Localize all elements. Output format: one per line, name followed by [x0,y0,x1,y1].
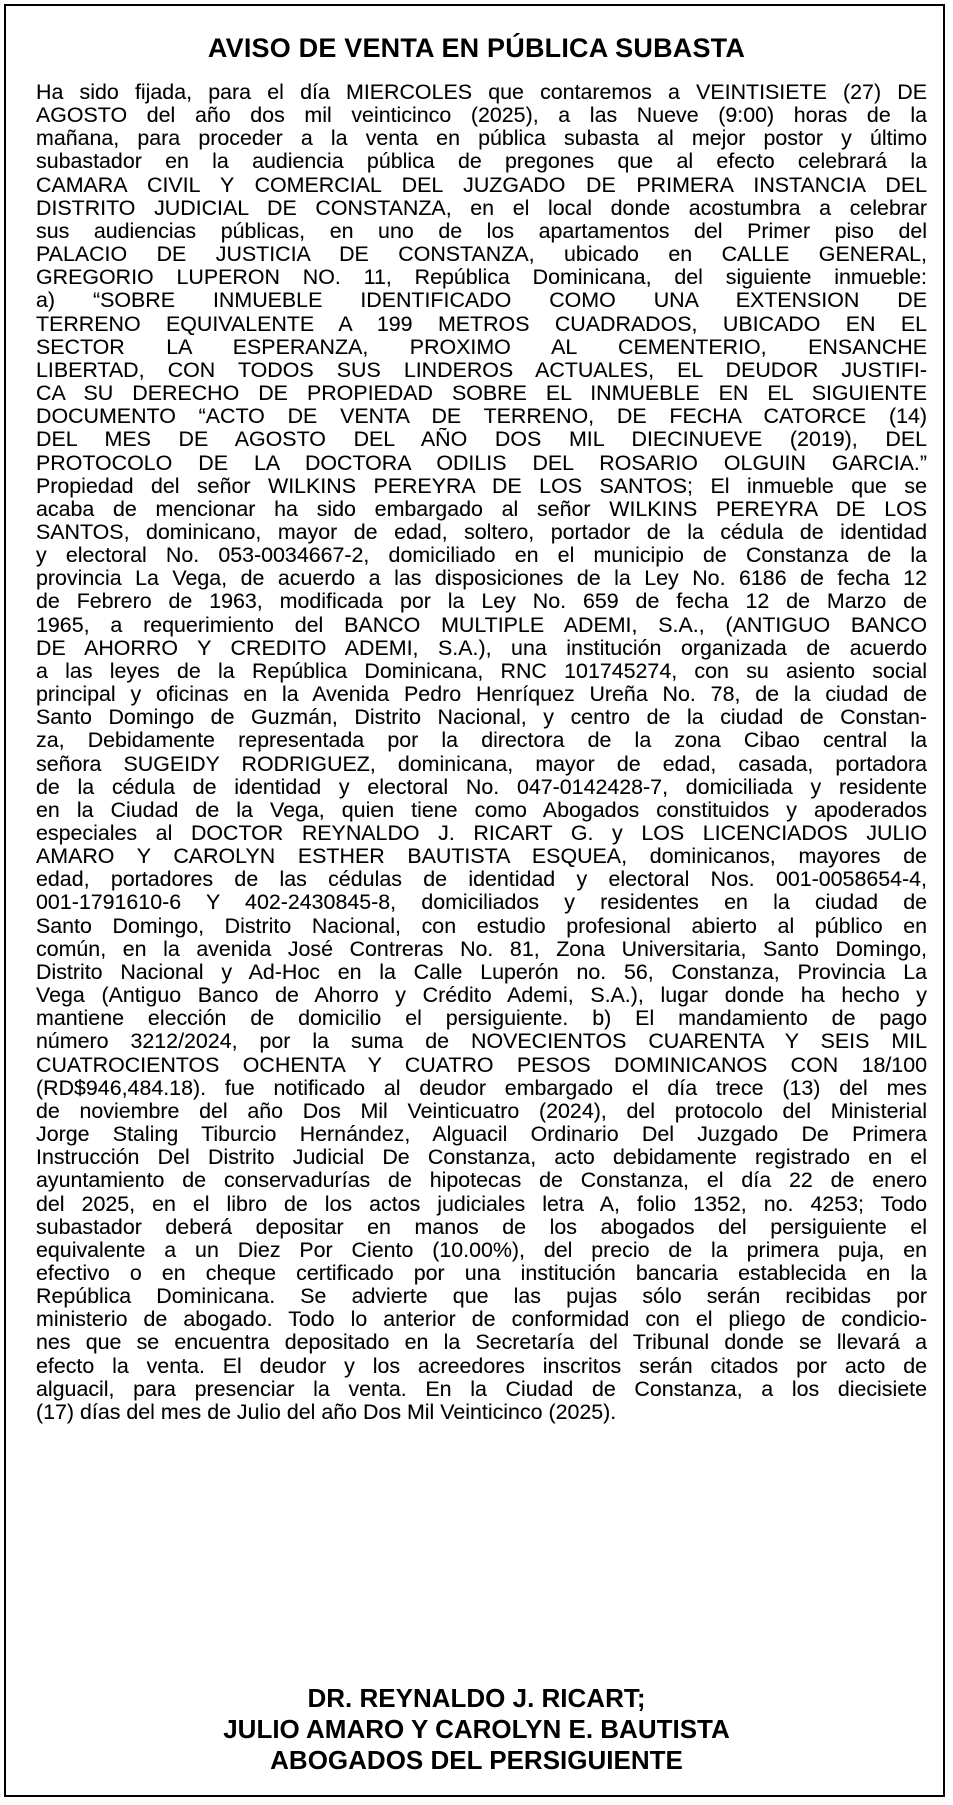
body-line: AMARO Y CAROLYN ESTHER BAUTISTA ESQUEA, dominicanos, mayores de [36,845,927,869]
body-line: CAMARA CIVIL Y COMERCIAL DEL JUZGADO DE PRIMERA INSTANCIA DEL [36,173,927,197]
body-line: nes que se encuentra depositado en la Secretaría del Tribunal donde se llevará a [36,1331,927,1355]
body-line: señora SUGEIDY RODRIGUEZ, dominicana, mayor de edad, casada, portadora [36,752,927,776]
body-line: del 2025, en el libro de los actos judiciales letra A, folio 1352, no. 4253; Todo [36,1192,927,1216]
body-line: Vega (Antiguo Banco de Ahorro y Crédito Ademi, S.A.), lugar donde ha hecho y [36,984,927,1008]
notice-body [36,81,927,1424]
body-line: número 3212/2024, por la suma de NOVECIENTOS CUARENTA Y SEIS MIL [36,1030,927,1054]
body-line: DEL MES DE AGOSTO DEL AÑO DOS MIL DIECINUEVE (2019), DEL [36,428,927,452]
body-line: de noviembre del año Dos Mil Veinticuatro (2024), del protocolo del Ministerial [36,1099,927,1123]
body-line: (RD$946,484.18). fue notificado al deudor embargado el día trece (13) del mes [36,1076,927,1100]
body-line: de Febrero de 1963, modificada por la Ley No. 659 de fecha 12 de Marzo de [36,590,927,614]
body-line: equivalente a un Diez Por Ciento (10.00%), del precio de la primera puja, en [36,1238,927,1262]
body-line: alguacil, para presenciar la venta. En la Ciudad de Constanza, a los diecisiete [36,1377,927,1401]
body-line: y electoral No. 053-0034667-2, domiciliado en el municipio de Constanza de la [36,544,927,568]
notice-title: AVISO DE VENTA EN PÚBLICA SUBASTA [207,33,746,63]
body-line-last: (17) días del mes de Julio del año Dos Mil Veinticinco (2025). [36,1400,617,1424]
body-line: 1965, a requerimiento del BANCO MULTIPLE ADEMI, S.A., (ANTIGUO BANCO [36,613,927,637]
body-line: SANTOS, dominicano, mayor de edad, soltero, portador de la cédula de identidad [36,520,927,544]
body-line: GREGORIO LUPERON NO. 11, República Dominicana, del siguiente inmueble: [36,266,927,290]
body-line: mañana, para proceder a la venta en pública subasta al mejor postor y último [36,127,927,151]
body-line: DE AHORRO Y CREDITO ADEMI, S.A.), una institución organizada de acuerdo [36,636,927,660]
body-line: edad, portadores de las cédulas de identidad y electoral Nos. 001-0058654-4, [36,868,927,892]
body-line: TERRENO EQUIVALENTE A 199 METROS CUADRADOS, UBICADO EN EL [36,312,927,336]
body-line: especiales al DOCTOR REYNALDO J. RICART G. y LOS LICENCIADOS JULIO [36,822,927,845]
signature-line-2: JULIO AMARO Y CAROLYN E. BAUTISTA [223,1714,730,1744]
body-line: efecto la venta. El deudor y los acreedores inscritos serán citados por acto de [36,1354,927,1378]
body-line: AGOSTO del año dos mil veinticinco (2025), a las Nueve (9:00) horas de la [36,104,927,128]
signature-block [6,1683,947,1776]
body-line: ministerio de abogado. Todo lo anterior de conformidad con el pliego de condicio- [36,1308,927,1332]
body-line: Ha sido fijada, para el día MIERCOLES que contaremos a VEINTISIETE (27) DE [36,81,927,104]
body-line: subastador en la audiencia pública de pregones que al efecto celebrará la [36,150,927,174]
body-line: 001-1791610-6 Y 402-2430845-8, domiciliados y residentes en la ciudad de [36,891,927,915]
body-line: PALACIO DE JUSTICIA DE CONSTANZA, ubicado en CALLE GENERAL, [36,243,927,267]
body-line: Santo Domingo de Guzmán, Distrito Nacional, y centro de la ciudad de Constan- [36,706,927,730]
body-line: za, Debidamente representada por la directora de la zona Cibao central la [36,729,927,753]
body-line: efectivo o en cheque certificado por una institución bancaria establecida en la [36,1261,927,1285]
body-line: a las leyes de la República Dominicana, RNC 101745274, con su asiento social [36,659,927,683]
body-line: mantiene elección de domicilio el persiguiente. b) El mandamiento de pago [36,1007,927,1031]
notice-frame [4,4,945,1797]
body-line: subastador deberá depositar en manos de los abogados del persiguiente el [36,1215,927,1239]
body-line: ayuntamiento de conservadurías de hipotecas de Constanza, el día 22 de enero [36,1169,927,1193]
body-line: en la Ciudad de la Vega, quien tiene como Abogados constituidos y apoderados [36,798,927,822]
body-line: provincia La Vega, de acuerdo a las disposiciones de la Ley No. 6186 de fecha 12 [36,567,927,591]
body-line: Jorge Staling Tiburcio Hernández, Alguacil Ordinario Del Juzgado De Primera [36,1123,927,1147]
body-line: Instrucción Del Distrito Judicial De Constanza, acto debidamente registrado en el [36,1146,927,1170]
body-line: CA SU DERECHO DE PROPIEDAD SOBRE EL INMUEBLE EN EL SIGUIENTE [36,382,927,406]
body-line: PROTOCOLO DE LA DOCTORA ODILIS DEL ROSARIO OLGUIN GARCIA.” [36,451,927,475]
body-line: de la cédula de identidad y electoral No. 047-0142428-7, domiciliada y residente [36,775,927,799]
body-line: Distrito Nacional y Ad-Hoc en la Calle Luperón no. 56, Constanza, Provincia La [36,960,927,984]
body-line: sus audiencias públicas, en uno de los apartamentos del Primer piso del [36,219,927,243]
signature-line-3: ABOGADOS DEL PERSIGUIENTE [270,1745,683,1775]
body-line: acaba de mencionar ha sido embargado al señor WILKINS PEREYRA DE LOS [36,497,927,521]
body-line: común, en la avenida José Contreras No. 81, Zona Universitaria, Santo Domingo, [36,937,927,961]
body-line: Santo Domingo, Distrito Nacional, con estudio profesional abierto al público en [36,914,927,938]
body-line: Propiedad del señor WILKINS PEREYRA DE LOS SANTOS; El inmueble que se [36,474,927,498]
body-line: a) “SOBRE INMUEBLE IDENTIFICADO COMO UNA EXTENSION DE [36,289,927,313]
body-line: CUATROCIENTOS OCHENTA Y CUATRO PESOS DOMINICANOS CON 18/100 [36,1053,927,1077]
body-line: principal y oficinas en la Avenida Pedro Henríquez Ureña No. 78, de la ciudad de [36,683,927,707]
body-line: DISTRITO JUDICIAL DE CONSTANZA, en el local donde acostumbra a celebrar [36,196,927,220]
body-line: SECTOR LA ESPERANZA, PROXIMO AL CEMENTERIO, ENSANCHE [36,335,927,359]
body-line: LIBERTAD, CON TODOS SUS LINDEROS ACTUALES, EL DEUDOR JUSTIFI- [36,358,927,382]
signature-line-1: DR. REYNALDO J. RICART; [307,1683,646,1713]
body-line: DOCUMENTO “ACTO DE VENTA DE TERRENO, DE FECHA CATORCE (14) [36,405,927,429]
body-line: República Dominicana. Se advierte que las pujas sólo serán recibidas por [36,1285,927,1309]
